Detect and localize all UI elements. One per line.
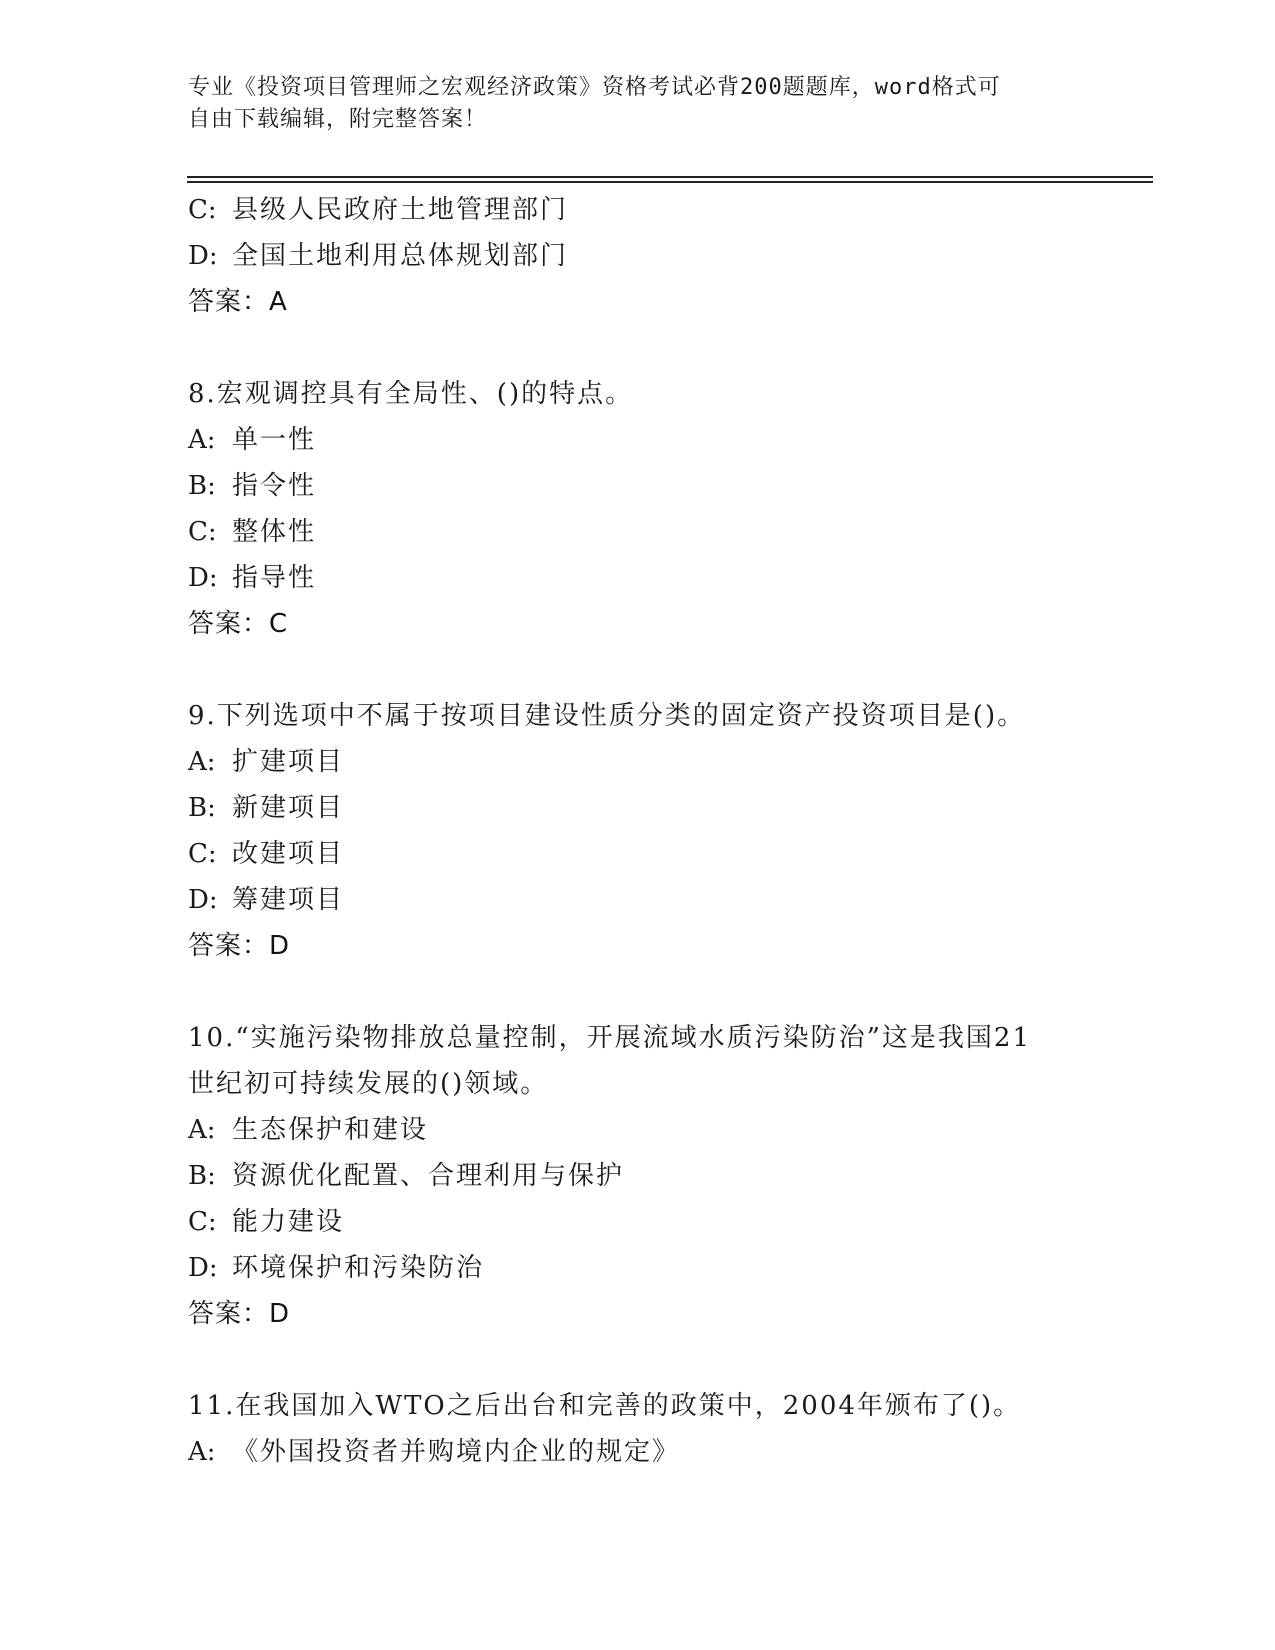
question-stem: 9.下列选项中不属于按项目建设性质分类的固定资产投资项目是()。 bbox=[188, 701, 1026, 731]
option-label: C: bbox=[188, 517, 217, 547]
header-divider-bottom bbox=[187, 181, 1153, 183]
option-line bbox=[188, 187, 1088, 233]
option-line bbox=[188, 1107, 1088, 1153]
option-text: 筹建项目 bbox=[232, 885, 345, 915]
option-line bbox=[188, 1245, 1088, 1291]
option-label: B: bbox=[188, 793, 216, 823]
answer-line: 答案：C bbox=[188, 609, 289, 639]
option-line bbox=[188, 785, 1088, 831]
option-line bbox=[188, 739, 1088, 785]
question-stem-continued: 世纪初可持续发展的()领域。 bbox=[188, 1069, 549, 1099]
option-label: A: bbox=[188, 747, 216, 777]
option-label: D: bbox=[188, 1253, 218, 1283]
option-label: A: bbox=[188, 425, 216, 455]
header-line-1: 专业《投资项目管理师之宏观经济政策》资格考试必背200题题库，word格式可 bbox=[188, 75, 1001, 100]
option-text: 扩建项目 bbox=[232, 747, 345, 777]
option-text: 生态保护和建设 bbox=[232, 1115, 429, 1145]
option-text: 指导性 bbox=[232, 563, 317, 593]
option-label: D: bbox=[188, 241, 218, 271]
option-text: 指令性 bbox=[232, 471, 317, 501]
option-label: A: bbox=[188, 1437, 216, 1467]
option-text: 新建项目 bbox=[232, 793, 345, 823]
option-label: D: bbox=[188, 563, 218, 593]
option-label: B: bbox=[188, 1161, 216, 1191]
option-text: 环境保护和污染防治 bbox=[232, 1253, 485, 1283]
option-line bbox=[188, 417, 1088, 463]
option-label: A: bbox=[188, 1115, 216, 1145]
option-line bbox=[188, 831, 1088, 877]
document-header bbox=[188, 72, 1068, 136]
question-stem: 10.“实施污染物排放总量控制，开展流域水质污染防治”这是我国21 bbox=[188, 1023, 1032, 1053]
option-text: 县级人民政府土地管理部门 bbox=[232, 195, 569, 225]
option-label: C: bbox=[188, 839, 217, 869]
header-line-2: 自由下载编辑，附完整答案！ bbox=[188, 107, 488, 132]
option-line bbox=[188, 1429, 1088, 1475]
question-stem: 11.在我国加入WTO之后出台和完善的政策中，2004年颁布了()。 bbox=[188, 1391, 1022, 1421]
answer-line: 答案：D bbox=[188, 931, 291, 961]
option-text: 《外国投资者并购境内企业的规定》 bbox=[232, 1437, 681, 1467]
option-label: C: bbox=[188, 195, 217, 225]
option-label: D: bbox=[188, 885, 218, 915]
question-stem: 8.宏观调控具有全局性、()的特点。 bbox=[188, 379, 634, 409]
header-divider-top bbox=[187, 176, 1153, 178]
option-line bbox=[188, 233, 1088, 279]
option-text: 整体性 bbox=[232, 517, 317, 547]
option-text: 能力建设 bbox=[232, 1207, 345, 1237]
option-line bbox=[188, 1153, 1088, 1199]
option-line bbox=[188, 555, 1088, 601]
answer-line: 答案：A bbox=[188, 287, 288, 317]
option-line bbox=[188, 877, 1088, 923]
option-label: C: bbox=[188, 1207, 217, 1237]
option-line bbox=[188, 509, 1088, 555]
option-text: 单一性 bbox=[232, 425, 317, 455]
option-text: 全国土地利用总体规划部门 bbox=[232, 241, 569, 271]
option-text: 资源优化配置、合理利用与保护 bbox=[232, 1161, 625, 1191]
question-list bbox=[188, 187, 1088, 1475]
option-line bbox=[188, 1199, 1088, 1245]
answer-line: 答案：D bbox=[188, 1299, 291, 1329]
option-line bbox=[188, 463, 1088, 509]
option-text: 改建项目 bbox=[232, 839, 345, 869]
option-label: B: bbox=[188, 471, 216, 501]
